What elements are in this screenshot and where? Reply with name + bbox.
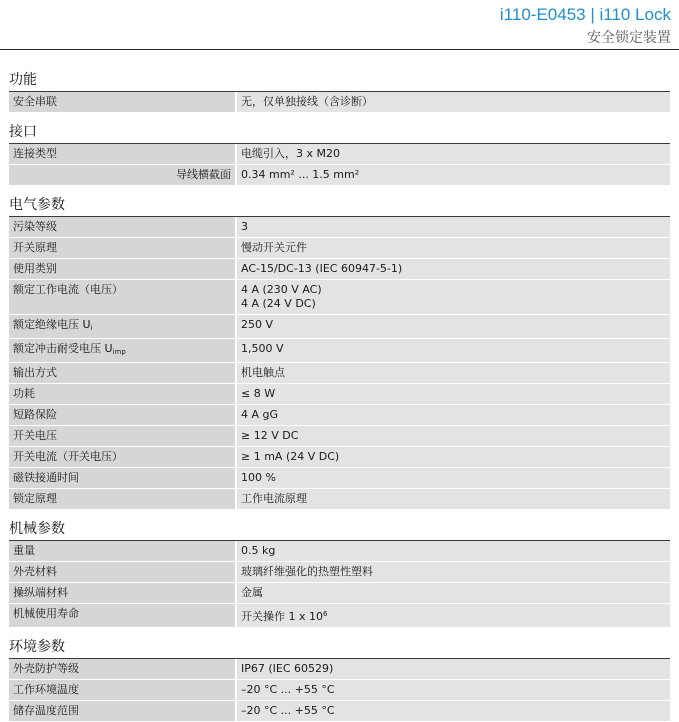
table-row [9, 280, 670, 315]
row-value-superscript: 6 [323, 610, 328, 618]
table-row [9, 217, 670, 238]
row-label: 功耗 [9, 384, 235, 404]
row-value: ≤ 8 W [237, 384, 670, 404]
row-value [237, 604, 670, 627]
section-title-environment: 环境参数 [9, 636, 670, 659]
row-label: 输出方式 [9, 363, 235, 383]
row-label-subscript: i [90, 324, 93, 332]
table-row [9, 541, 670, 562]
table-row [9, 604, 670, 628]
row-label: 机械使用寿命 [9, 604, 235, 627]
header-rule [0, 49, 679, 50]
row-label: 锁定原理 [9, 489, 235, 509]
table-row [9, 701, 670, 722]
table-row [9, 165, 670, 186]
table-row [9, 92, 670, 113]
product-title: i110-E0453 | i110 Lock [499, 5, 671, 24]
row-value: 慢动开关元件 [237, 238, 670, 258]
table-row [9, 468, 670, 489]
row-label: 重量 [9, 541, 235, 561]
row-value: IP67 (IEC 60529) [237, 659, 670, 679]
row-value: 100 % [237, 468, 670, 488]
row-label: 短路保险 [9, 405, 235, 425]
row-value: 玻璃纤维强化的热塑性塑料 [237, 562, 670, 582]
row-value [237, 280, 670, 314]
row-value: –20 °C ... +55 °C [237, 701, 670, 721]
row-label [9, 315, 235, 338]
row-label: 储存温度范围 [9, 701, 235, 721]
row-label: 污染等级 [9, 217, 235, 237]
row-label: 使用类别 [9, 259, 235, 279]
row-label: 工作环境温度 [9, 680, 235, 700]
table-row [9, 426, 670, 447]
row-value: ≥ 12 V DC [237, 426, 670, 446]
row-label-text: 额定绝缘电压 U [13, 318, 91, 331]
table-row [9, 447, 670, 468]
row-label: 连接类型 [9, 144, 235, 164]
row-value: ≥ 1 mA (24 V DC) [237, 447, 670, 467]
row-label-text: 额定冲击耐受电压 U [13, 342, 113, 355]
row-value: 4 A gG [237, 405, 670, 425]
row-value: 1,500 V [237, 339, 670, 362]
row-value-text: 开关操作 1 x 10 [241, 610, 323, 623]
section-title-electrical: 电气参数 [9, 194, 670, 217]
section-title-mechanical: 机械参数 [9, 518, 670, 541]
table-row [9, 405, 670, 426]
row-value: 工作电流原理 [237, 489, 670, 509]
row-label: 操纵端材料 [9, 583, 235, 603]
row-label: 开关电流（开关电压） [9, 447, 235, 467]
product-subtitle: 安全锁定装置 [587, 30, 671, 46]
table-row [9, 680, 670, 701]
table-row [9, 659, 670, 680]
row-value: 0.5 kg [237, 541, 670, 561]
row-value: 无，仅单独接线（含诊断） [237, 92, 670, 112]
table-row [9, 315, 670, 339]
table-row [9, 489, 670, 510]
row-label: 外壳材料 [9, 562, 235, 582]
row-label-subscript: imp [112, 348, 126, 356]
row-label: 外壳防护等级 [9, 659, 235, 679]
row-value: 250 V [237, 315, 670, 338]
row-label: 安全串联 [9, 92, 235, 112]
table-row [9, 339, 670, 363]
table-row [9, 583, 670, 604]
row-label: 导线横截面 [9, 165, 235, 185]
row-value: –20 °C ... +55 °C [237, 680, 670, 700]
table-row [9, 144, 670, 165]
row-value: 电缆引入，3 x M20 [237, 144, 670, 164]
row-value: 0.34 mm² ... 1.5 mm² [237, 165, 670, 185]
row-value: 机电触点 [237, 363, 670, 383]
row-label: 额定工作电流（电压） [9, 280, 235, 314]
table-row [9, 363, 670, 384]
row-label: 开关原理 [9, 238, 235, 258]
table-row [9, 259, 670, 280]
table-row [9, 384, 670, 405]
spec-sheet [9, 68, 670, 722]
table-row [9, 562, 670, 583]
row-value-line: 4 A (230 V AC) [241, 283, 322, 296]
row-value-line: 4 A (24 V DC) [241, 297, 316, 310]
table-row [9, 238, 670, 259]
row-value: 3 [237, 217, 670, 237]
row-label: 开关电压 [9, 426, 235, 446]
row-value: AC-15/DC-13 (IEC 60947-5-1) [237, 259, 670, 279]
section-title-interface: 接口 [9, 121, 670, 144]
section-title-function: 功能 [9, 69, 670, 92]
row-label [9, 339, 235, 362]
row-label: 磁铁接通时间 [9, 468, 235, 488]
page-header [0, 0, 679, 52]
row-value: 金属 [237, 583, 670, 603]
